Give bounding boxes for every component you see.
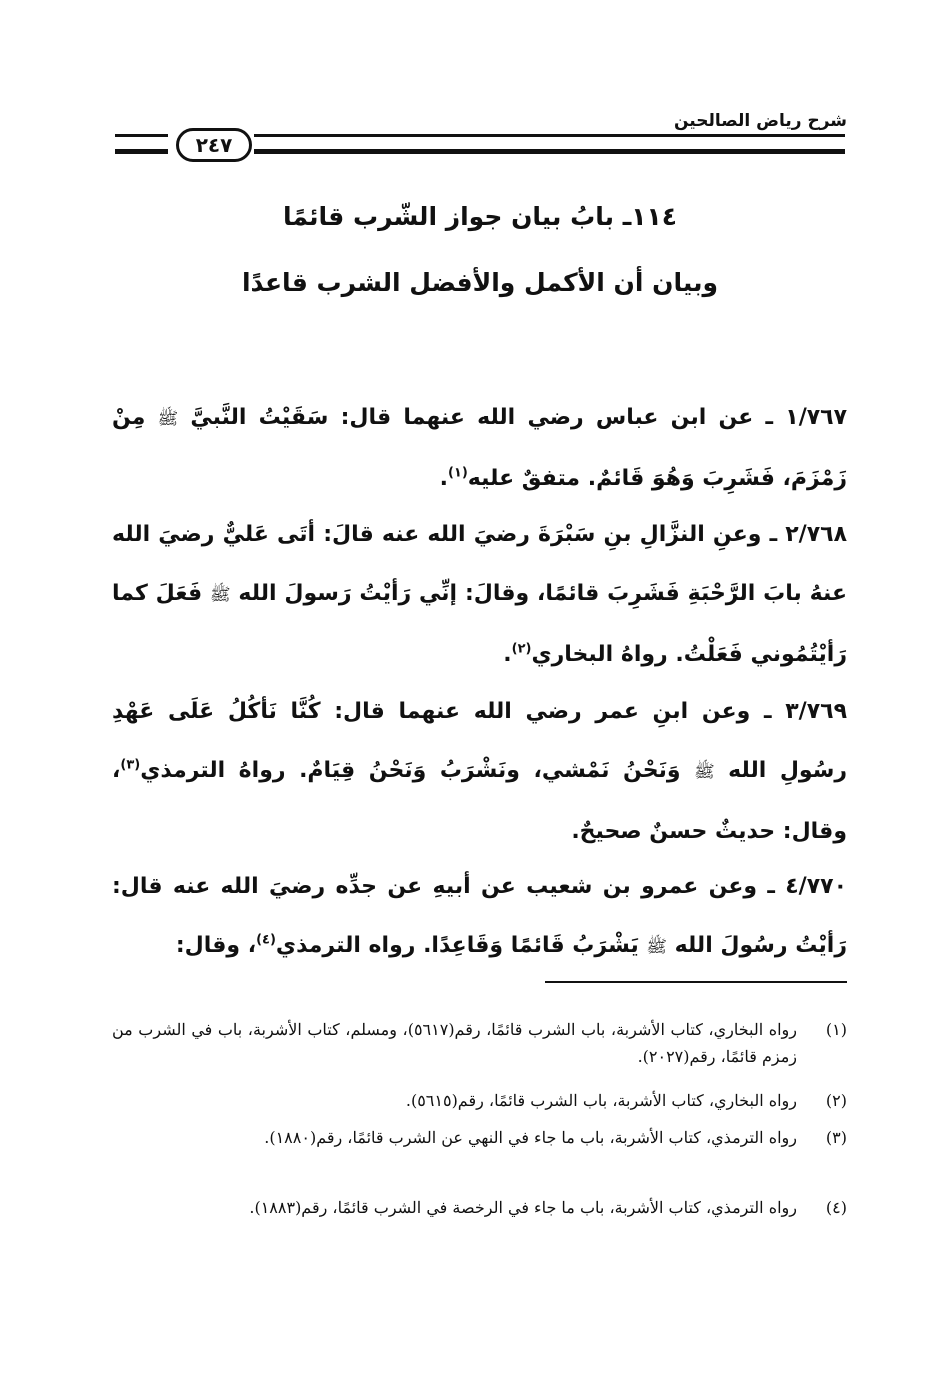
hadith-number: ٢/٧٦٨ [785, 522, 847, 547]
footnote-item [112, 1194, 847, 1221]
hadith-paragraph [112, 682, 847, 861]
chapter-title-line-2: وبيان أن الأكمل والأفضل الشرب قاعدًا [241, 268, 719, 297]
hadith-text: ـ عن ابن عباس رضي الله عنهما قال: سَقَيْتُ النَّبيَّ [178, 405, 786, 430]
chapter-title-line-1: ١١٤ـ بابُ بيان جواز الشّرب قائمًا [282, 202, 678, 231]
footnote-reference[interactable]: (٢) [511, 641, 532, 657]
hadith-text-end: . [503, 642, 512, 667]
hadith-text: ـ وعنِ النزَّالِ بنِ سَبْرَةَ رضيَ الله عنه قالَ: أتَى عَليٌّ رضيَ الله عنهُ بابَ الرَّحْبَةِ فَشَرِبَ قائمًا، وقالَ: إنِّي رَأيْتُ رَسولَ الله [112, 522, 847, 606]
hadith-text: وَنَحْنُ نَمْشي، ونَشْرَبُ وَنَحْنُ قِيَامٌ. رواهُ الترمذي [140, 758, 695, 783]
footnote-text: رواه البخاري، كتاب الأشربة، باب الشرب قائمًا، رقم(٥٦١٥). [405, 1091, 797, 1110]
hadith-text: ـ وعن عمرو بن شعيب عن أبيهِ عن جدِّه رضيَ الله عنه قال: رَأيْتُ رسُولَ الله [112, 874, 847, 958]
footnote-separator [545, 981, 847, 983]
footnote-marker: (٤) [825, 1198, 847, 1217]
hadith-number: ٣/٧٦٩ [785, 699, 847, 724]
hadith-paragraph [112, 857, 847, 977]
honorific-glyph: ﷺ [157, 409, 179, 429]
footnote-marker: (١) [825, 1020, 847, 1039]
honorific-glyph: ﷺ [209, 585, 231, 605]
hadith-text: فَعَلَ كما رَأيْتُمُوني فَعَلْتُ. رواهُ البخاري [112, 581, 847, 667]
footnote-reference[interactable]: (٤) [256, 932, 276, 948]
hadith-paragraph [112, 505, 847, 684]
footnote-item [112, 1087, 847, 1114]
footnote-marker: (٢) [825, 1091, 847, 1110]
footnote-text: رواه الترمذي، كتاب الأشربة، باب ما جاء في الرخصة في الشرب قائمًا، رقم(١٨٨٣). [249, 1198, 797, 1217]
footnote-text: رواه البخاري، كتاب الأشربة، باب الشرب قائمًا، رقم(٥٦١٧)، ومسلم، كتاب الأشربة، باب في الشرب من زمزم قائمًا، رقم(٢٠٢٧). [112, 1020, 797, 1066]
footnote-marker: (٣) [825, 1128, 847, 1147]
honorific-glyph: ﷺ [646, 937, 667, 957]
running-header-book-title: شرح رياض الصالحين [673, 111, 847, 131]
hadith-paragraph [112, 388, 847, 508]
hadith-text-end: ، وقال: [175, 933, 257, 958]
hadith-number: ١/٧٦٧ [785, 405, 848, 430]
hadith-text: ـ وعن ابنِ عمر رضي الله عنهما قال: كُنَّا نَأكُلُ عَلَى عَهْدِ رسُولِ الله [112, 699, 848, 783]
footnote-item [112, 1124, 847, 1151]
hadith-text-end: ، وقال: حديثٌ حسنٌ صحيحٌ. [112, 758, 847, 844]
honorific-glyph: ﷺ [694, 762, 715, 782]
hadith-number: ٤/٧٧٠ [785, 874, 847, 899]
hadith-text: يَشْرَبُ قَائمًا وَقَاعِدًا. رواه الترمذي [275, 933, 647, 958]
page-number-badge: ٢٤٧ [176, 128, 252, 162]
hadith-text: مِنْ زَمْزَمَ، فَشَرِبَ وَهُوَ قَائمٌ. متفقٌ عليه [112, 405, 847, 491]
footnote-item [112, 1016, 847, 1070]
footnote-reference[interactable]: (١) [447, 465, 468, 481]
hadith-text-end: . [439, 466, 448, 491]
footnote-text: رواه الترمذي، كتاب الأشربة، باب ما جاء في النهي عن الشرب قائمًا، رقم(١٨٨٠). [264, 1128, 797, 1147]
footnote-reference[interactable]: (٣) [120, 757, 141, 773]
